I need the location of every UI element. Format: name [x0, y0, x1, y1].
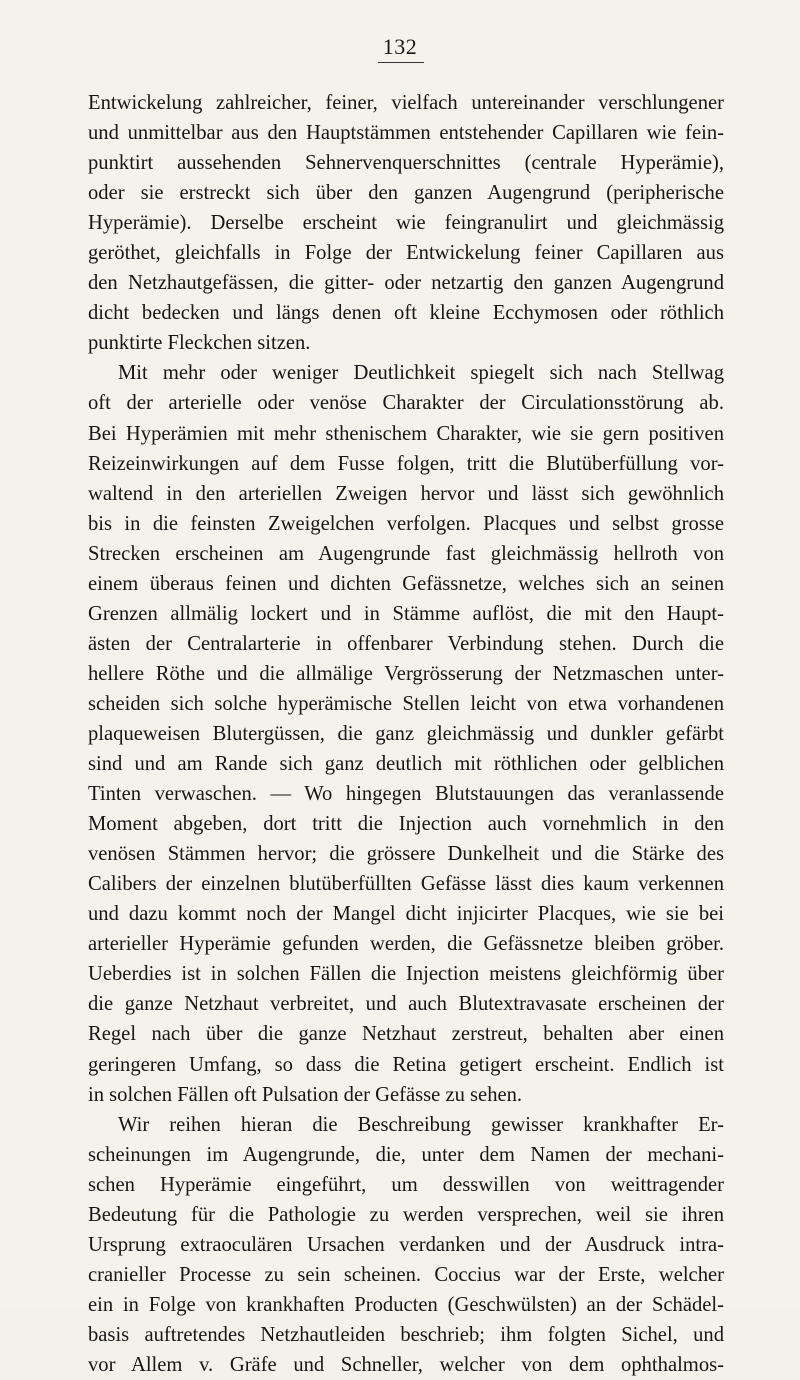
text-line: scheinungen im Augengrunde, die, unter dem Namen der mechani-: [88, 1143, 724, 1166]
text-line: Hyperämie). Derselbe erscheint wie feingranulirt und gleichmässig: [88, 212, 724, 235]
text-line: dicht bedecken und längs denen oft kleine Ecchymosen oder röthlich: [88, 302, 724, 325]
text-line: schen Hyperämie eingeführt, um desswillen von weittragender: [88, 1173, 724, 1196]
text-line: geringeren Umfang, so dass die Retina getigert erscheint. Endlich ist: [88, 1053, 724, 1076]
text-line: Tinten verwaschen. — Wo hingegen Blutstauungen das veranlassende: [88, 783, 724, 806]
text-line: arterieller Hyperämie gefunden werden, die Gefässnetze bleiben gröber.: [88, 933, 724, 956]
page-number: 132: [382, 34, 418, 59]
text-line: basis auftretendes Netzhautleiden beschrieb; ihm folgten Sichel, und: [88, 1323, 724, 1346]
text-line: in solchen Fällen oft Pulsation der Gefässe zu sehen.: [88, 1083, 523, 1106]
body-text: [88, 88, 724, 1380]
text-line: und dazu kommt noch der Mangel dicht injicirter Placques, wie sie bei: [88, 903, 724, 926]
text-line: ein in Folge von krankhaften Producten (Geschwülsten) an der Schädel-: [88, 1293, 724, 1316]
text-line: hellere Röthe und die allmälige Vergrösserung der Netzmaschen unter-: [88, 662, 724, 685]
text-line: geröthet, gleichfalls in Folge der Entwickelung feiner Capillaren aus: [88, 242, 724, 265]
text-line: venösen Stämmen hervor; die grössere Dunkelheit und die Stärke des: [88, 843, 724, 866]
page-number-rule: [378, 62, 424, 63]
text-line: scheiden sich solche hyperämische Stellen leicht von etwa vorhandenen: [88, 692, 724, 715]
text-line: die ganze Netzhaut verbreitet, und auch Blutextravasate erscheinen der: [88, 993, 724, 1016]
text-line: sind und am Rande sich ganz deutlich mit röthlichen oder gelblichen: [88, 753, 724, 776]
text-line: Ueberdies ist in solchen Fällen die Injection meistens gleichförmig über: [88, 963, 724, 986]
text-line: Moment abgeben, dort tritt die Injection auch vornehmlich in den: [88, 813, 724, 836]
text-line: punktirt aussehenden Sehnervenquerschnittes (centrale Hyperämie),: [88, 152, 724, 175]
text-line: Calibers der einzelnen blutüberfüllten Gefässe lässt dies kaum verkennen: [88, 873, 724, 896]
text-line: Wir reihen hieran die Beschreibung gewisser krankhafter Er-: [118, 1113, 724, 1136]
text-line: Bedeutung für die Pathologie zu werden versprechen, weil sie ihren: [88, 1203, 724, 1226]
text-line: bis in die feinsten Zweigelchen verfolgen. Placques und selbst grosse: [88, 512, 724, 535]
text-line: plaqueweisen Blutergüssen, die ganz gleichmässig und dunkler gefärbt: [88, 722, 724, 745]
text-line: und unmittelbar aus den Hauptstämmen entstehender Capillaren wie fein-: [88, 122, 724, 145]
text-line: waltend in den arteriellen Zweigen hervor und lässt sich gewöhnlich: [88, 482, 724, 505]
text-line: Grenzen allmälig lockert und in Stämme auflöst, die mit den Haupt-: [88, 602, 724, 625]
text-line: cranieller Processe zu sein scheinen. Coccius war der Erste, welcher: [88, 1263, 724, 1286]
text-line: Entwickelung zahlreicher, feiner, vielfach untereinander verschlungener: [88, 92, 724, 114]
text-line: oft der arterielle oder venöse Charakter der Circulationsstörung ab.: [88, 392, 724, 415]
text-line: oder sie erstreckt sich über den ganzen Augengrund (peripherische: [88, 182, 724, 205]
text-line: vor Allem v. Gräfe und Schneller, welcher von dem ophthalmos-: [88, 1353, 724, 1376]
text-line: Bei Hyperämien mit mehr sthenischem Charakter, wie sie gern positiven: [88, 422, 724, 445]
text-line: Ursprung extraoculären Ursachen verdanken und der Ausdruck intra-: [88, 1233, 724, 1256]
text-line: ästen der Centralarterie in offenbarer Verbindung stehen. Durch die: [88, 632, 724, 655]
text-line: einem überaus feinen und dichten Gefässnetze, welches sich an seinen: [88, 572, 724, 595]
text-line: punktirte Fleckchen sitzen.: [88, 332, 311, 355]
text-line: Strecken erscheinen am Augengrunde fast gleichmässig hellroth von: [88, 542, 724, 565]
text-line: Mit mehr oder weniger Deutlichkeit spiegelt sich nach Stellwag: [118, 362, 724, 385]
text-line: Regel nach über die ganze Netzhaut zerstreut, behalten aber einen: [88, 1023, 724, 1046]
text-line: den Netzhautgefässen, die gitter- oder netzartig den ganzen Augengrund: [88, 272, 724, 295]
text-line: Reizeinwirkungen auf dem Fusse folgen, tritt die Blutüberfüllung vor-: [88, 452, 724, 475]
